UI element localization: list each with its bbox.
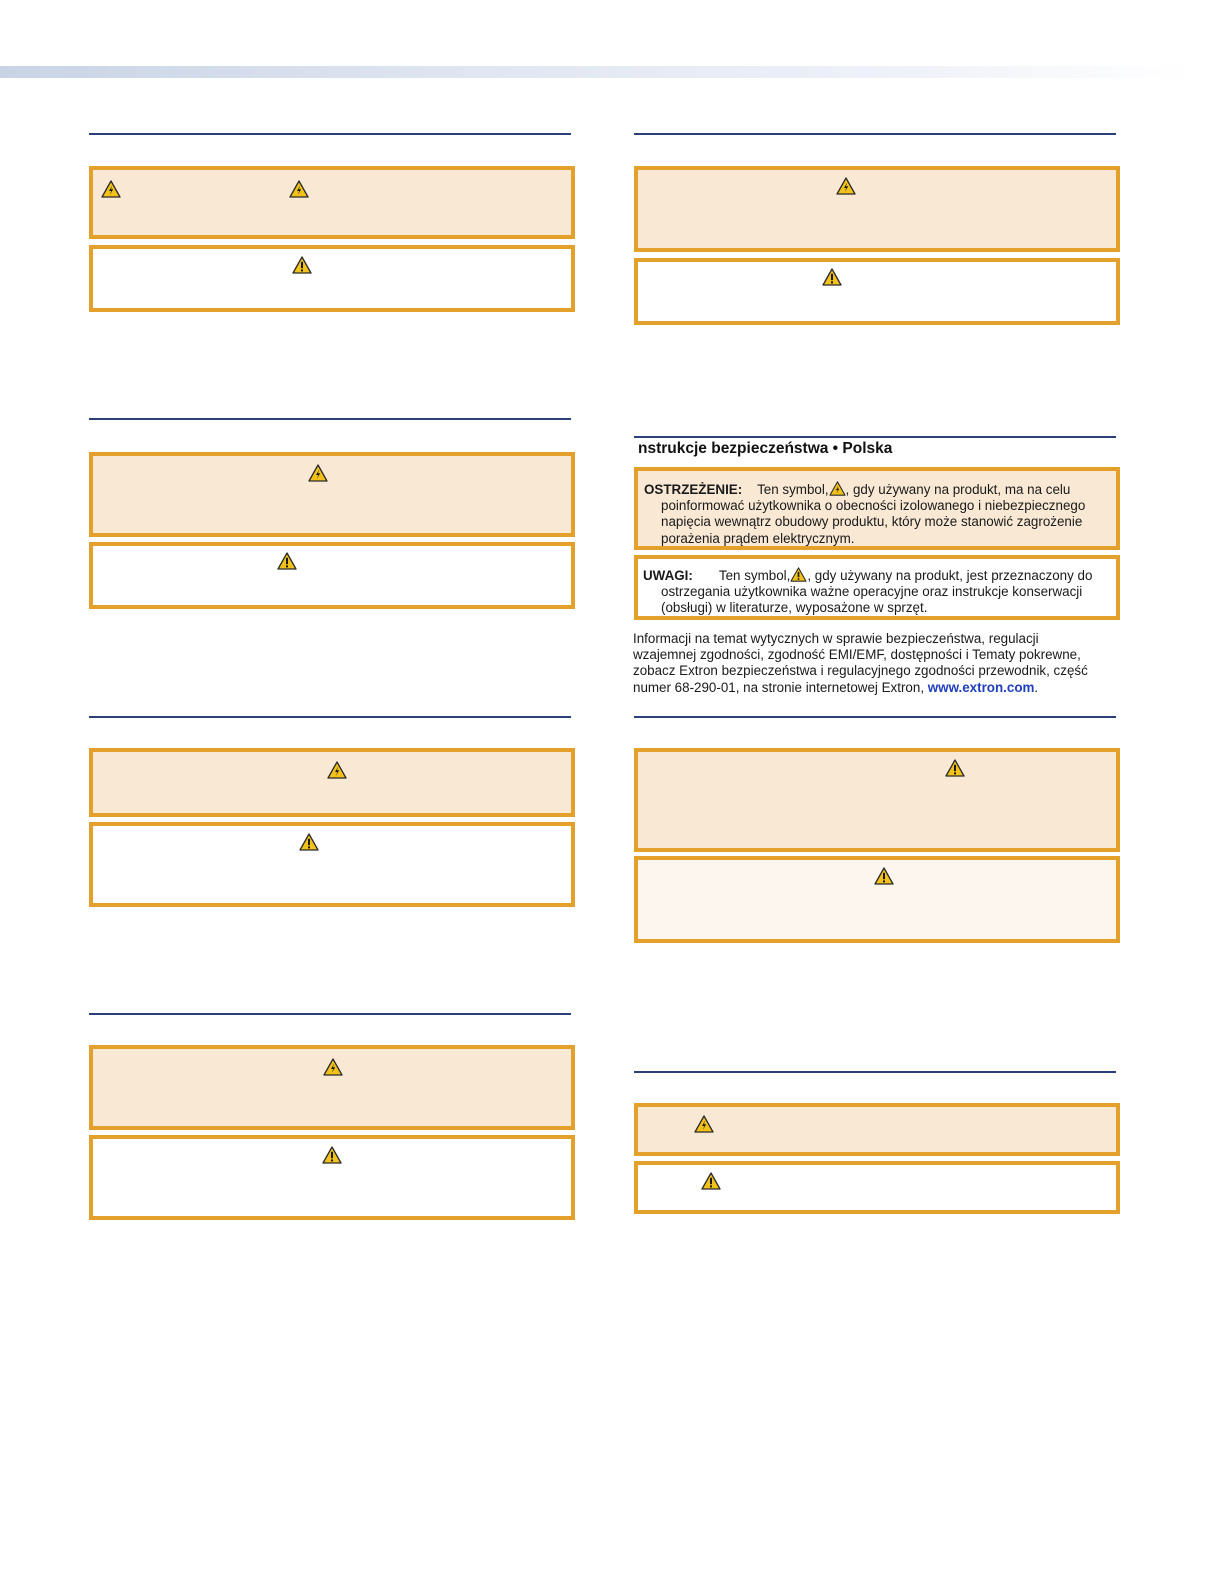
caution-line2: ostrzegania użytkownika ważne operacyjne oraz instrukcje konserwacji (661, 584, 1083, 600)
caution-line3: (obsługi) w literaturze, wyposażone w sprzęt. (661, 600, 928, 616)
caution-triangle-icon (277, 552, 297, 570)
caution-triangle-icon (292, 256, 312, 274)
warning-box (634, 166, 1120, 252)
caution-label: UWAGI: (643, 568, 693, 583)
section-rule (89, 716, 571, 718)
caution-triangle-icon (945, 759, 965, 777)
warning-line2: poinformować użytkownika o obecności izolowanego i niebezpiecznego (661, 498, 1086, 514)
caution-triangle-icon (299, 833, 319, 851)
section-rule (634, 716, 1116, 718)
caution-lead: Ten symbol, (718, 568, 791, 583)
header-gradient-band (0, 66, 1190, 78)
extron-website-link[interactable]: www.extron.com (927, 679, 1035, 695)
warning-line3: napięcia wewnątrz obudowy produktu, który może stanowić zagrożenie (661, 514, 1083, 530)
section-rule (89, 418, 571, 420)
warning-box (89, 748, 575, 817)
caution-box-polish (634, 555, 1120, 620)
warning-box (89, 1045, 575, 1130)
warning-label: OSTRZEŻENIE: (644, 482, 743, 497)
caution-box (634, 258, 1120, 325)
caution-box (89, 542, 575, 609)
info-line2: wzajemnej zgodności, zgodność EMI/EMF, dostępności i Tematy pokrewne, (633, 647, 1081, 663)
warning-box (634, 1103, 1120, 1156)
caution-triangle-icon (874, 867, 894, 885)
info-line4: numer 68-290-01, na stronie internetowej Extron, (633, 679, 928, 695)
high-voltage-warning-icon (694, 1115, 714, 1133)
high-voltage-warning-icon (829, 481, 846, 496)
caution-triangle-icon (701, 1172, 721, 1190)
caution-box (89, 822, 575, 907)
high-voltage-warning-icon (836, 177, 856, 195)
section-title-polish: nstrukcje bezpieczeństwa • Polska (638, 440, 893, 457)
info-line1: Informacji na temat wytycznych w sprawie bezpieczeństwa, regulacji (633, 631, 1039, 646)
warning-line1: , gdy używany na produkt, ma na celu (845, 482, 1071, 497)
warning-box (89, 166, 575, 239)
section-rule (634, 436, 1116, 438)
warning-box (634, 748, 1120, 852)
caution-triangle-icon (822, 268, 842, 286)
warning-lead: Ten symbol, (757, 482, 829, 497)
info-line3: zobacz Extron bezpieczeństwa i regulacyjnego zgodności przewodnik, część (633, 663, 1088, 679)
caution-box (634, 856, 1120, 943)
caution-triangle-icon (790, 567, 807, 582)
caution-box (89, 245, 575, 312)
caution-text (643, 567, 1117, 617)
high-voltage-warning-icon (327, 761, 347, 779)
caution-triangle-icon (322, 1146, 342, 1164)
warning-box-polish (634, 467, 1120, 550)
high-voltage-warning-icon (101, 180, 121, 198)
caution-box (634, 1161, 1120, 1214)
section-rule (89, 1013, 571, 1015)
safety-info-paragraph (633, 631, 1123, 696)
warning-line4: porażenia prądem elektrycznym. (661, 530, 855, 546)
info-line4-end: . (1034, 679, 1039, 695)
caution-box (89, 1135, 575, 1220)
warning-box (89, 452, 575, 537)
high-voltage-warning-icon (308, 464, 328, 482)
section-rule (634, 133, 1116, 135)
high-voltage-warning-icon (289, 180, 309, 198)
high-voltage-warning-icon (323, 1058, 343, 1076)
warning-text (644, 481, 1114, 547)
section-rule (634, 1071, 1116, 1073)
section-rule (89, 133, 571, 135)
caution-line1: , gdy używany na produkt, jest przeznaczony do (807, 568, 1093, 583)
